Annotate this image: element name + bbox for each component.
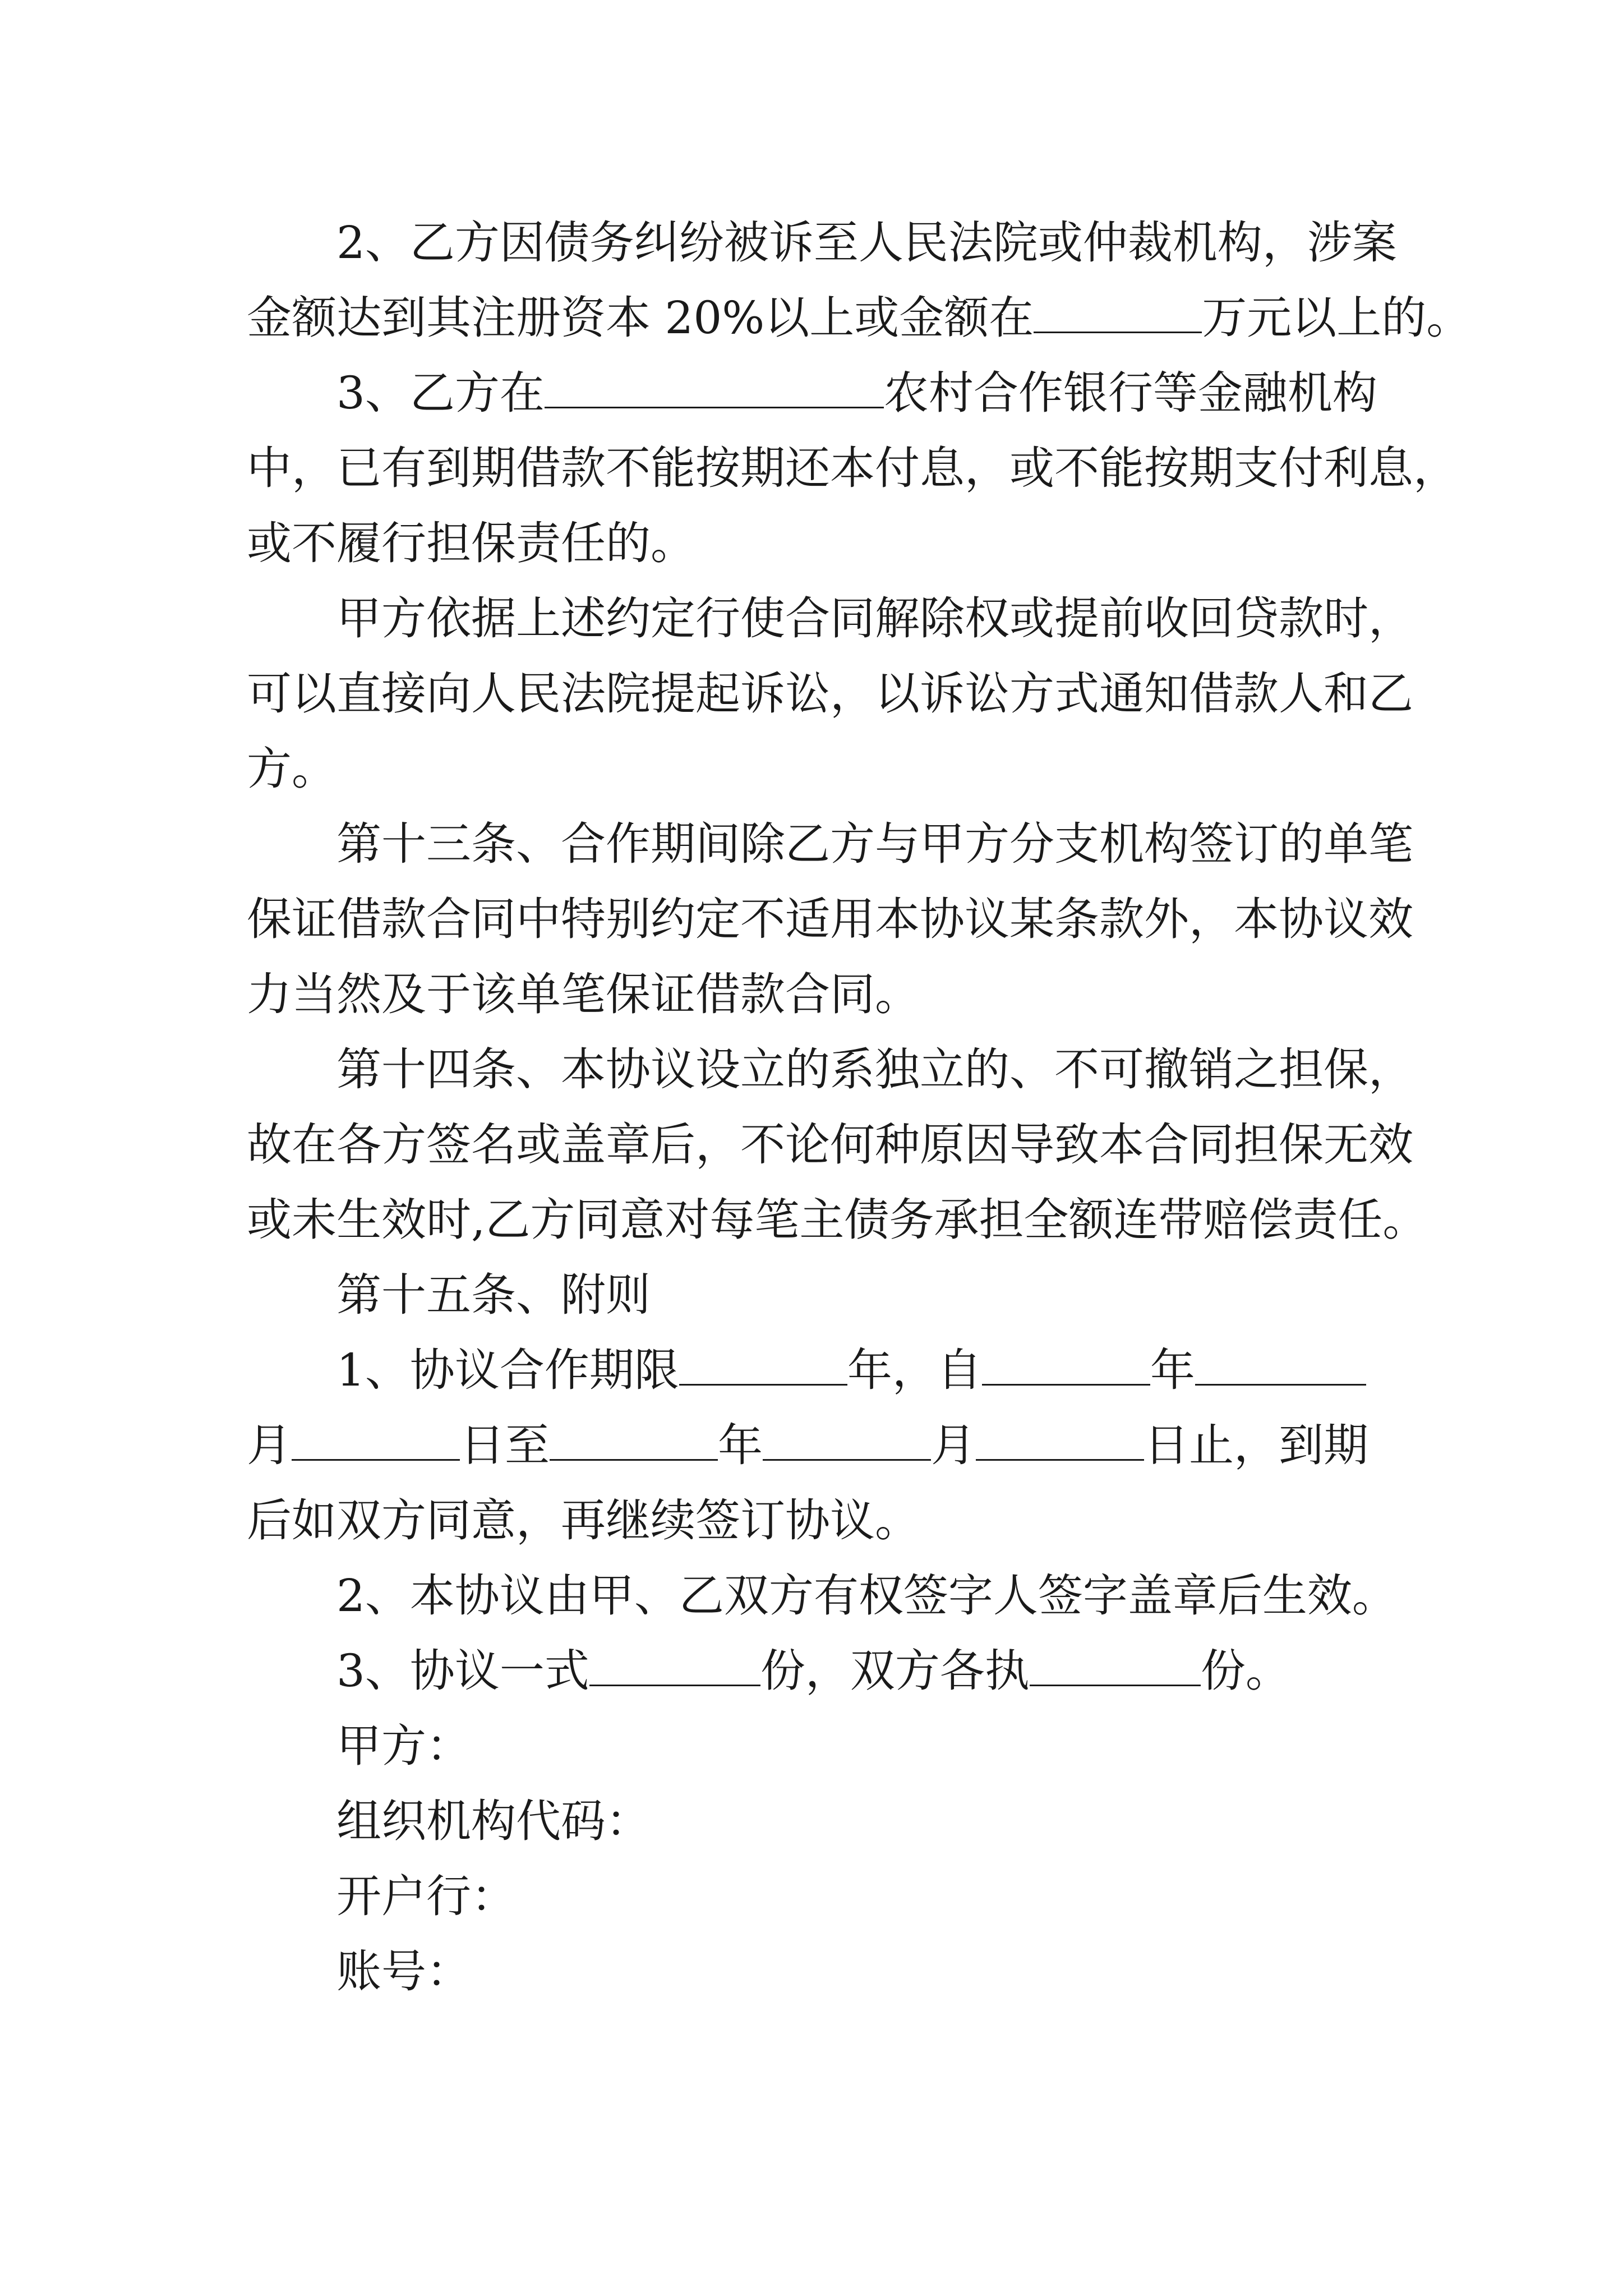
term-years-blank[interactable]	[679, 1339, 847, 1386]
article-14-text-1: 第十四条、本协议设立的系独立的、不可撤销之担保，	[336, 1043, 1413, 1096]
party-a-label: 甲方：	[336, 1720, 471, 1772]
bank-name-blank[interactable]	[545, 362, 884, 408]
clause-2-line-1	[336, 205, 1397, 280]
article-15-title: 第十五条、附则	[336, 1269, 651, 1321]
effect-text: 2、本协议由甲、乙双方有权签字人签字盖章后生效。	[336, 1570, 1397, 1622]
article-13-text-3: 力当然及于该单笔保证借款合同。	[247, 968, 920, 1020]
article-13-line-3	[247, 957, 1380, 1032]
term-line-1	[336, 1333, 1380, 1408]
end-month-blank[interactable]	[763, 1414, 931, 1461]
term-text-d: 月	[247, 1419, 292, 1471]
clause-2-line-2	[247, 280, 1472, 356]
end-day-blank[interactable]	[976, 1414, 1144, 1461]
copies-line	[336, 1634, 1380, 1709]
term-text-f: 年	[718, 1419, 763, 1471]
article-15-heading	[336, 1258, 1380, 1333]
effect-line	[336, 1558, 1397, 1634]
term-line-3	[247, 1483, 1380, 1558]
para-party-a-text-1: 甲方依据上述约定行使合同解除权或提前收回贷款时，	[336, 592, 1413, 645]
copies-text-a: 3、协议一式	[336, 1645, 589, 1697]
article-14-line-3	[247, 1182, 1428, 1258]
clause-3-line-1	[336, 356, 1380, 431]
term-text-a: 1、协议合作期限	[336, 1344, 679, 1396]
start-month-blank[interactable]	[1195, 1339, 1366, 1386]
start-year-blank[interactable]	[982, 1339, 1150, 1386]
term-text-b: 年，自	[847, 1344, 982, 1396]
clause-3-line-3	[247, 506, 1380, 581]
term-text-h: 日止，到期	[1144, 1419, 1368, 1471]
signature-org-code	[336, 1784, 1380, 1859]
each-copies-blank[interactable]	[1030, 1640, 1201, 1686]
clause-3-text-c: 中，已有到期借款不能按期还本付息，或不能按期支付利息，	[247, 442, 1458, 494]
clause-3-text-d: 或不履行担保责任的。	[247, 517, 695, 569]
term-text-e: 日至	[460, 1419, 550, 1471]
clause-3-text-b: 农村合作银行等金融机构	[883, 367, 1377, 419]
total-copies-blank[interactable]	[589, 1640, 760, 1686]
article-14-text-3: 或未生效时,乙方同意对每笔主债务承担全额连带赔偿责任。	[247, 1194, 1428, 1246]
copies-text-b: 份，双方各执	[760, 1645, 1030, 1697]
article-13-text-2: 保证借款合同中特别约定不适用本协议某条款外，本协议效	[247, 893, 1413, 945]
term-text-c: 年	[1150, 1344, 1195, 1396]
para-party-a-line-1	[336, 581, 1413, 656]
org-code-label: 组织机构代码：	[336, 1795, 651, 1847]
article-13-line-2	[247, 882, 1413, 957]
signature-party-a	[336, 1709, 1380, 1784]
bank-label: 开户行：	[336, 1870, 516, 1922]
account-label: 账号：	[336, 1945, 471, 1998]
clause-2-text: 2、乙方因债务纠纷被诉至人民法院或仲裁机构，涉案	[336, 217, 1397, 269]
clause-2-text-a: 金额达到其注册资本 20%以上或金额在	[247, 292, 1034, 344]
end-year-blank[interactable]	[550, 1414, 718, 1461]
article-14-line-2	[247, 1107, 1413, 1182]
article-13-line-1	[336, 807, 1413, 882]
article-14-text-2: 故在各方签名或盖章后，不论何种原因导致本合同担保无效	[247, 1119, 1413, 1171]
term-line-2	[247, 1408, 1380, 1483]
signature-bank	[336, 1859, 1380, 1934]
signature-account	[336, 1934, 1380, 2009]
para-party-a-text-3: 方。	[247, 743, 336, 795]
para-party-a-text-2: 可以直接向人民法院提起诉讼，以诉讼方式通知借款人和乙	[247, 668, 1413, 720]
para-party-a-line-2	[247, 656, 1413, 731]
para-party-a-line-3	[247, 731, 1380, 807]
clause-2-text-b: 万元以上的。	[1202, 292, 1472, 344]
term-text-i: 后如双方同意，再继续签订协议。	[247, 1494, 920, 1547]
clause-3-line-2	[247, 431, 1458, 506]
amount-blank[interactable]	[1034, 287, 1202, 333]
article-14-line-1	[336, 1032, 1413, 1107]
copies-text-c: 份。	[1200, 1645, 1290, 1697]
article-13-text-1: 第十三条、合作期间除乙方与甲方分支机构签订的单笔	[336, 818, 1413, 870]
clause-3-text-a: 3、乙方在	[336, 367, 545, 419]
term-text-g: 月	[931, 1419, 976, 1471]
start-day-blank[interactable]	[292, 1414, 460, 1461]
